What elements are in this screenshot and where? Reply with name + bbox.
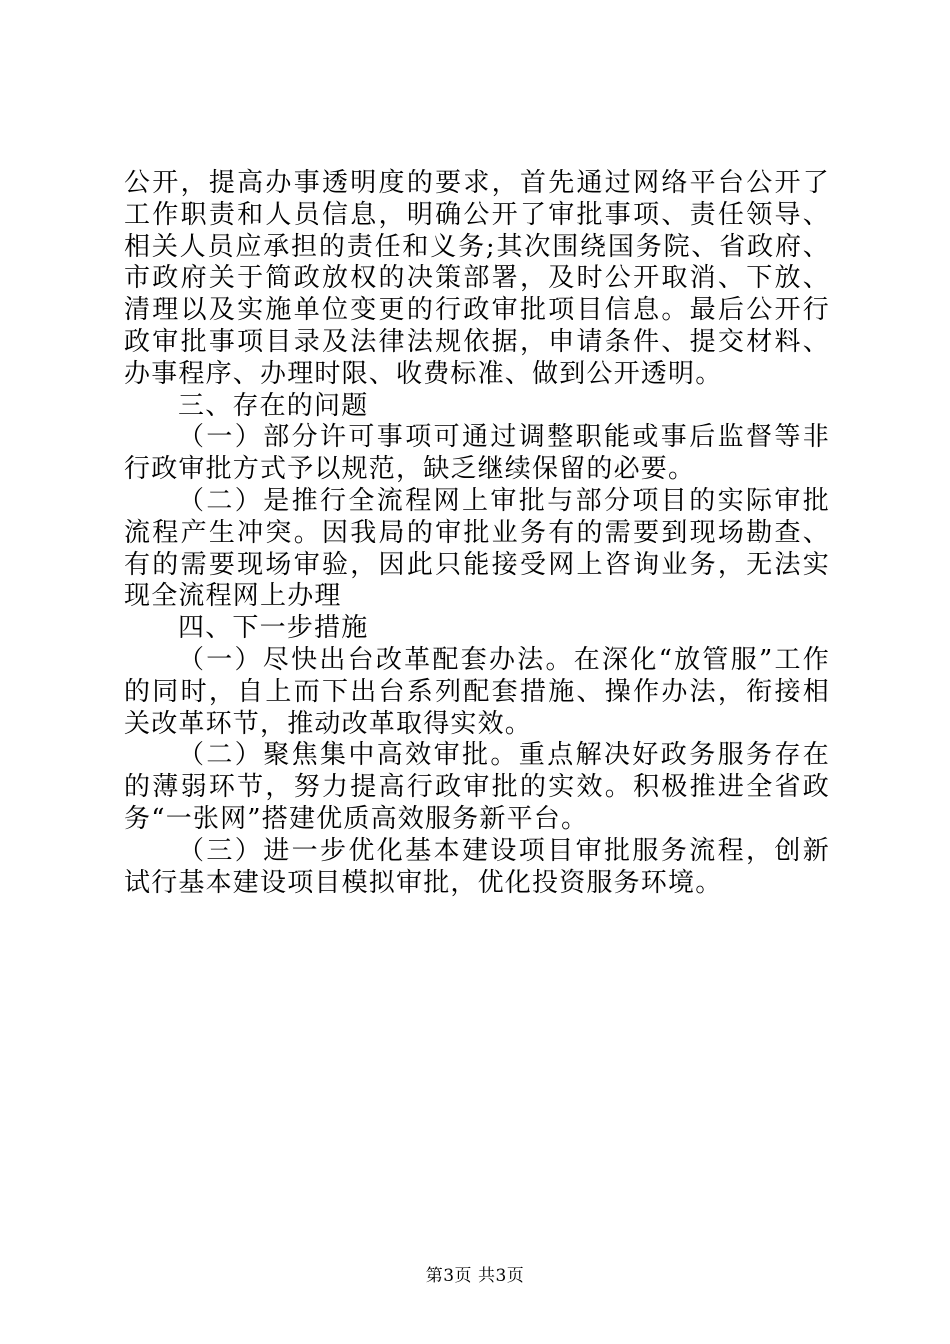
paragraph-step-1: （一）尽快出台改革配套办法。在深化“放管服”工作的同时，自上而下出台系列配套措施、操作办法，衔接相关改革环节，推动改革取得实效。 <box>124 644 830 739</box>
paragraph-continuation: 公开，提高办事透明度的要求，首先通过网络平台公开了工作职责和人员信息，明确公开了审批事项、责任领导、相关人员应承担的责任和义务;其次围绕国务院、省政府、市政府关于简政放权的决策部署，及时公开取消、下放、清理以及实施单位变更的行政审批项目信息。最后公开行政审批事项目录及法律法规依据，申请条件、提交材料、办事程序、办理时限、收费标准、做到公开透明。 <box>124 168 830 389</box>
section-heading-problems: 三、存在的问题 <box>178 390 369 421</box>
document-body <box>124 168 830 899</box>
page-number: 第3页 共3页 <box>425 1266 525 1286</box>
paragraph-problem-1: （一）部分许可事项可通过调整职能或事后监督等非行政审批方式予以规范，缺乏继续保留的必要。 <box>124 422 830 485</box>
section-heading-next-steps: 四、下一步措施 <box>178 613 369 644</box>
paragraph-step-3: （三）进一步优化基本建设项目审批服务流程，创新试行基本建设项目模拟审批，优化投资服务环境。 <box>124 835 830 898</box>
paragraph-step-2: （二）聚焦集中高效审批。重点解决好政务服务存在的薄弱环节，努力提高行政审批的实效。积极推进全省政务“一张网”搭建优质高效服务新平台。 <box>124 740 830 834</box>
page-footer <box>0 1266 950 1286</box>
paragraph-problem-2: （二）是推行全流程网上审批与部分项目的实际审批流程产生冲突。因我局的审批业务有的需要到现场勘查、有的需要现场审验，因此只能接受网上咨询业务，无法实现全流程网上办理 <box>124 485 830 612</box>
